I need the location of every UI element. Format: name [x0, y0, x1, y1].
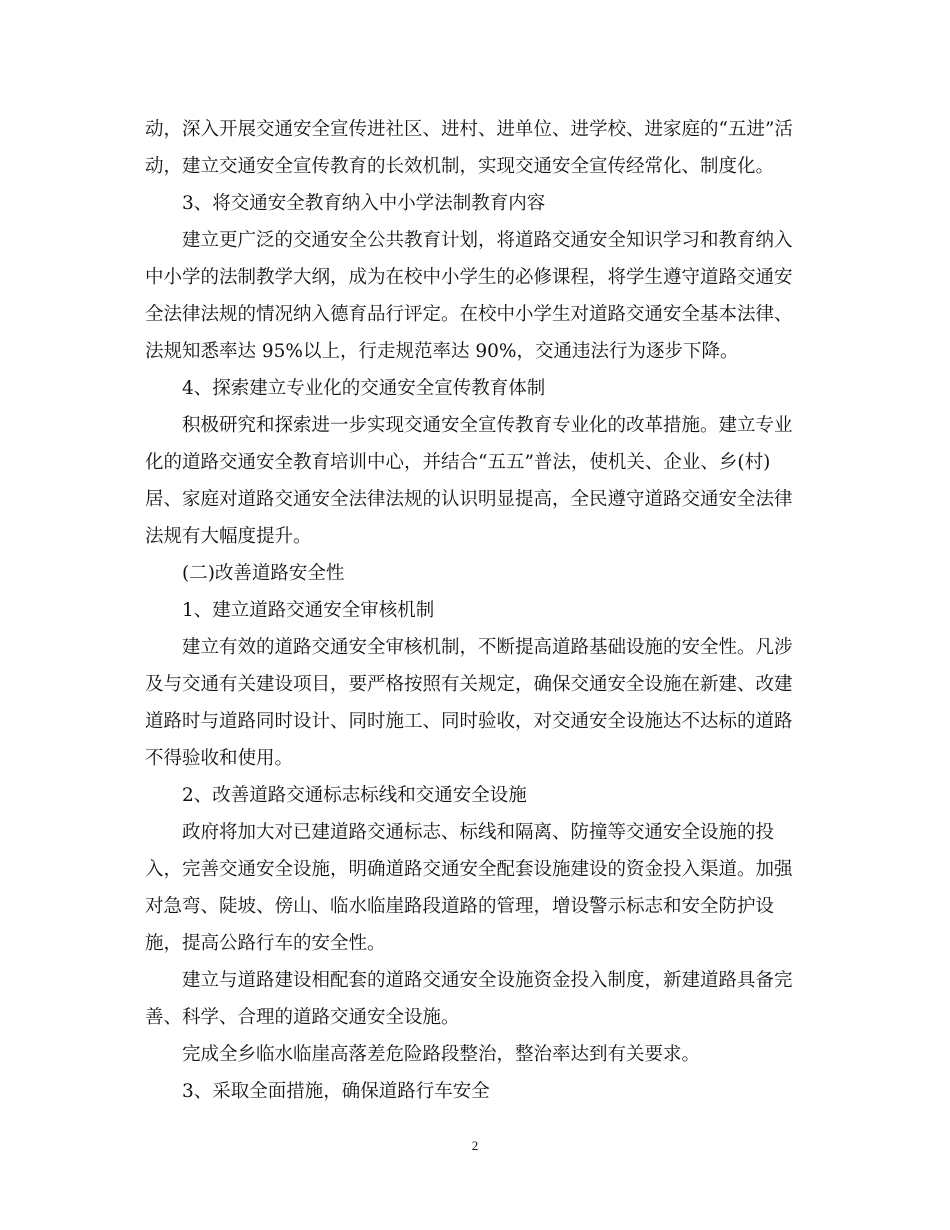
section-heading: 3、采取全面措施，确保道路行车安全	[182, 1081, 490, 1102]
text-line: 动，深入开展交通安全宣传进社区、进村、进单位、进学校、进家庭的“五进”活	[145, 119, 793, 140]
section-heading: 2、改善道路交通标志标线和交通安全设施	[182, 785, 527, 806]
text-line: 建立有效的道路交通安全审核机制，不断提高道路基础设施的安全性。凡涉	[182, 637, 793, 658]
text-line: 完成全乡临水临崖高落差危险路段整治，整治率达到有关要求。	[182, 1044, 701, 1065]
text-line: 全法律法规的情况纳入德育品行评定。在校中小学生对道路交通安全基本法律、	[145, 304, 793, 325]
text-line: 入，完善交通安全设施，明确道路交通安全配套设施建设的资金投入渠道。加强	[145, 859, 793, 880]
page-number: 2	[471, 1138, 479, 1153]
text-line: 化的道路交通安全教育培训中心，并结合“五五”普法，使机关、企业、乡(村)	[145, 452, 771, 473]
section-heading: 3、将交通安全教育纳入中小学法制教育内容	[182, 193, 546, 214]
text-line: 动，建立交通安全宣传教育的长效机制，实现交通安全宣传经常化、制度化。	[145, 156, 775, 177]
text-line: 政府将加大对已建道路交通标志、标线和隔离、防撞等交通安全设施的投	[182, 822, 775, 843]
text-line: 及与交通有关建设项目，要严格按照有关规定，确保交通安全设施在新建、改建	[145, 674, 793, 695]
text-line: 道路时与道路同时设计、同时施工、同时验收，对交通安全设施达不达标的道路	[145, 711, 793, 732]
text-line: 居、家庭对道路交通安全法律法规的认识明显提高，全民遵守道路交通安全法律	[145, 489, 793, 510]
text-line: 建立更广泛的交通安全公共教育计划，将道路交通安全知识学习和教育纳入	[182, 230, 793, 251]
section-heading: 4、探索建立专业化的交通安全宣传教育体制	[182, 378, 546, 399]
text-line: 法规知悉率达 95%以上，行走规范率达 90%，交通违法行为逐步下降。	[145, 341, 739, 362]
text-line: 中小学的法制教学大纲，成为在校中小学生的必修课程，将学生遵守道路交通安	[145, 267, 793, 288]
text-line: 善、科学、合理的道路交通安全设施。	[145, 1007, 460, 1028]
text-line: 建立与道路建设相配套的道路交通安全设施资金投入制度，新建道路具备完	[182, 970, 793, 991]
text-line: 施，提高公路行车的安全性。	[145, 933, 386, 954]
text-line: 对急弯、陡坡、傍山、临水临崖路段道路的管理，增设警示标志和安全防护设	[145, 896, 775, 917]
section-heading: (二)改善道路安全性	[182, 563, 345, 584]
text-line: 不得验收和使用。	[145, 748, 294, 769]
text-line: 法规有大幅度提升。	[145, 526, 312, 547]
section-heading: 1、建立道路交通安全审核机制	[182, 600, 435, 621]
text-line: 积极研究和探索进一步实现交通安全宣传教育专业化的改革措施。建立专业	[182, 415, 793, 436]
